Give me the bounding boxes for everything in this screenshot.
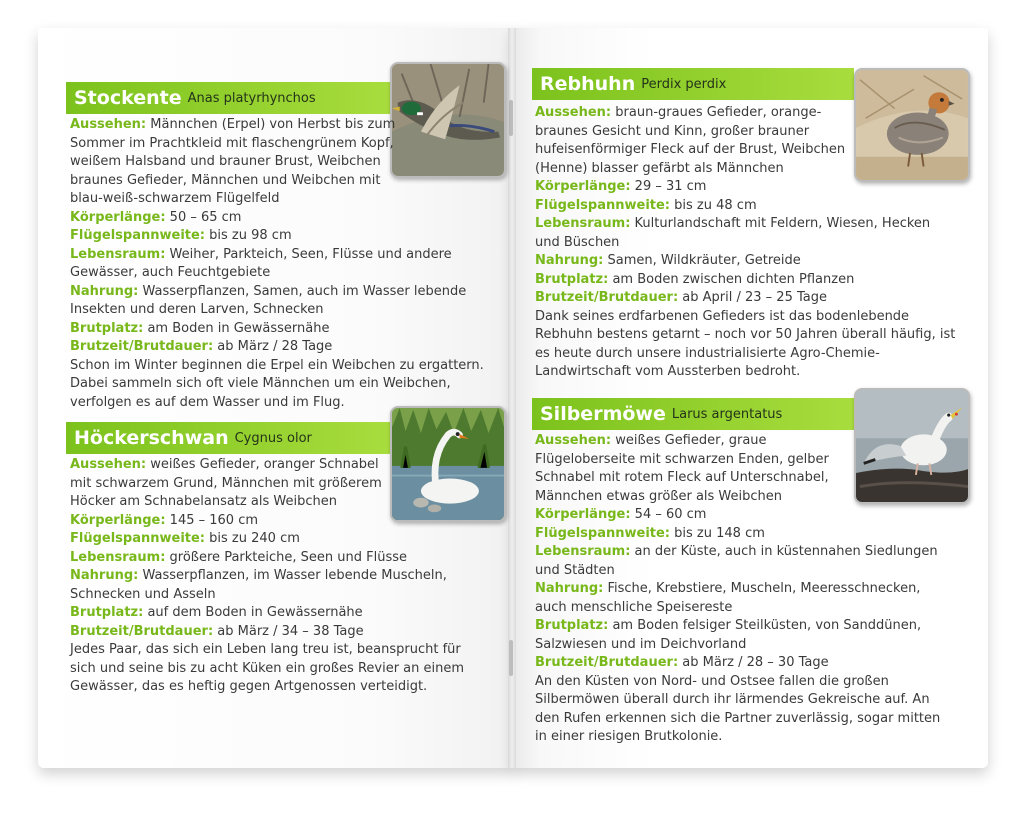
- spannweite-value: bis zu 98 cm: [209, 228, 292, 243]
- aussehen-label: Aussehen:: [535, 433, 612, 448]
- brutplatz-label: Brutplatz:: [70, 320, 144, 336]
- nahrung-value: Wasserpflanzen, Samen, auch im Wasser lebende Insekten und deren Larven, Schnecken: [70, 283, 467, 317]
- koerperlaenge-value: 29 – 31 cm: [634, 179, 707, 194]
- species-latin-name: Cygnus olor: [234, 430, 312, 446]
- brutzeit-label: Brutzeit/Brutdauer:: [535, 655, 679, 670]
- species-latin-name: Anas platyrhynchos: [187, 90, 316, 106]
- spannweite-label: Flügelspannweite:: [70, 228, 206, 243]
- spannweite-value: bis zu 48 cm: [674, 197, 757, 213]
- species-header-stockente: [66, 82, 390, 114]
- brutzeit-value: ab März / 28 – 30 Tage: [682, 655, 829, 670]
- species-name: Stockente: [74, 87, 182, 109]
- swan-photo-icon: [390, 406, 506, 522]
- lebensraum-label: Lebensraum:: [70, 246, 166, 262]
- brutplatz-value: am Boden zwischen dichten Pflanzen: [612, 271, 855, 287]
- aussehen-value: braun-graues Gefieder, orange-braunes Gesicht und Kinn, großer brauner hufeisenförmiger Fleck auf der Brust, Weibchen (Henne) blasser gefärbt als Männchen: [535, 105, 846, 176]
- brutzeit-value: ab März / 28 Tage: [217, 339, 333, 354]
- spannweite-label: Flügelspannweite:: [535, 525, 671, 541]
- lebensraum-value: größere Parkteiche, Seen und Flüsse: [169, 549, 407, 565]
- species-latin-name: Larus argentatus: [671, 406, 783, 422]
- species-name: Höckerschwan: [74, 427, 229, 449]
- brutzeit-label: Brutzeit/Brutdauer:: [535, 290, 679, 305]
- lebensraum-label: Lebensraum:: [70, 549, 166, 565]
- brutplatz-value: am Boden in Gewässernähe: [147, 320, 330, 336]
- species-name: Rebhuhn: [540, 73, 636, 95]
- aussehen-value: weißes Gefieder, graue Flügeloberseite mit schwarzen Enden, gelber Schnabel mit rotem Fleck auf Unterschnabel, Männchen etwas größer als Weibchen: [535, 433, 829, 504]
- nahrung-label: Nahrung:: [535, 581, 604, 596]
- spannweite-label: Flügelspannweite:: [535, 197, 671, 213]
- species-text-hoeckerschwan: [70, 456, 465, 697]
- description-text: An den Küsten von Nord- und Ostsee fallen die großen Silbermöwen überall durch ihr lärmendes Gekreische auf. An den Rufen erkennen sich die Partner zuverlässig, sogar mitten in einer riesigen Brutkolonie.: [535, 673, 941, 744]
- species-text-rebhuhn: [535, 104, 956, 382]
- brutzeit-value: ab März / 34 – 38 Tage: [217, 623, 364, 639]
- nahrung-value: Samen, Wildkräuter, Getreide: [607, 253, 801, 268]
- species-header-silbermoewe: [532, 398, 854, 430]
- lebensraum-value: an der Küste, auch in küstennahen Siedlungen und Städten: [535, 544, 938, 578]
- partridge-photo-icon: [854, 68, 970, 182]
- koerperlaenge-label: Körperlänge:: [70, 512, 166, 528]
- nahrung-value: Fische, Krebstiere, Muscheln, Meeresschnecken, auch menschliche Speisereste: [535, 581, 921, 615]
- aussehen-value: Männchen (Erpel) von Herbst bis zum Sommer im Prachtkleid mit flaschengrünem Kopf, weißem Halsband und brauner Brust, Weibchen braunes Gefieder, Männchen und Weibchen mit blau-weiß-schwarzem Flügelfeld: [70, 117, 396, 206]
- aussehen-label: Aussehen:: [70, 117, 147, 132]
- brutplatz-value: am Boden felsiger Steilküsten, von Sanddünen, Salzwiesen und im Deichvorland: [535, 618, 922, 652]
- species-latin-name: Perdix perdix: [641, 76, 727, 92]
- koerperlaenge-value: 50 – 65 cm: [169, 209, 242, 225]
- nahrung-label: Nahrung:: [70, 568, 139, 583]
- species-text-stockente: [70, 116, 484, 412]
- brutplatz-label: Brutplatz:: [70, 605, 144, 620]
- duck-photo-icon: [390, 62, 506, 178]
- aussehen-label: Aussehen:: [535, 105, 612, 120]
- spannweite-label: Flügelspannweite:: [70, 531, 206, 546]
- staple-top: [509, 100, 513, 136]
- lebensraum-label: Lebensraum:: [535, 216, 631, 231]
- brutzeit-value: ab April / 23 – 25 Tage: [682, 290, 827, 305]
- brutplatz-value: auf dem Boden in Gewässernähe: [147, 605, 363, 620]
- species-header-rebhuhn: [532, 68, 854, 100]
- nahrung-label: Nahrung:: [535, 253, 604, 268]
- description-text: Jedes Paar, das sich ein Leben lang treu ist, beansprucht für sich und seine bis zu acht Küken ein großes Revier an einem Gewässer, das es heftig gegen Artgenossen verteidigt.: [70, 642, 465, 694]
- aussehen-label: Aussehen:: [70, 457, 147, 472]
- koerperlaenge-value: 145 – 160 cm: [169, 512, 259, 528]
- koerperlaenge-label: Körperlänge:: [535, 179, 631, 194]
- koerperlaenge-value: 54 – 60 cm: [634, 507, 707, 522]
- species-name: Silbermöwe: [540, 403, 666, 425]
- description-text: Dank seines erdfarbenen Gefieders ist das bodenlebende Rebhuhn bestens getarnt – noch vor 50 Jahren überall häufig, ist es heute durch unsere industrialisierte Agro-Chemie-Landwirtschaft vom Aussterben bedroht.: [535, 308, 956, 379]
- brutplatz-label: Brutplatz:: [535, 618, 609, 633]
- lebensraum-value: Kulturlandschaft mit Feldern, Wiesen, Hecken und Büschen: [535, 216, 931, 250]
- lebensraum-label: Lebensraum:: [535, 544, 631, 559]
- spannweite-value: bis zu 240 cm: [209, 531, 300, 546]
- nahrung-value: Wasserpflanzen, im Wasser lebende Muscheln, Schnecken und Asseln: [70, 568, 447, 602]
- species-header-hoeckerschwan: [66, 422, 390, 454]
- brutplatz-label: Brutplatz:: [535, 271, 609, 287]
- lebensraum-value: Weiher, Parkteich, Seen, Flüsse und andere Gewässer, auch Feuchtgebiete: [70, 246, 452, 280]
- staple-bottom: [509, 640, 513, 676]
- brutzeit-label: Brutzeit/Brutdauer:: [70, 339, 214, 354]
- description-text: Schon im Winter beginnen die Erpel ein Weibchen zu ergattern. Dabei sammeln sich oft viele Männchen um ein Weibchen, verfolgen es auf dem Wasser und im Flug.: [70, 357, 484, 410]
- koerperlaenge-label: Körperlänge:: [70, 209, 166, 225]
- aussehen-value: weißes Gefieder, oranger Schnabel mit schwarzem Grund, Männchen mit größerem Höcker am Schnabelansatz als Weibchen: [70, 457, 382, 509]
- brutzeit-label: Brutzeit/Brutdauer:: [70, 623, 214, 639]
- species-text-silbermoewe: [535, 432, 941, 747]
- spannweite-value: bis zu 148 cm: [674, 525, 765, 541]
- gull-photo-icon: [854, 388, 970, 504]
- koerperlaenge-label: Körperlänge:: [535, 507, 631, 522]
- nahrung-label: Nahrung:: [70, 283, 139, 299]
